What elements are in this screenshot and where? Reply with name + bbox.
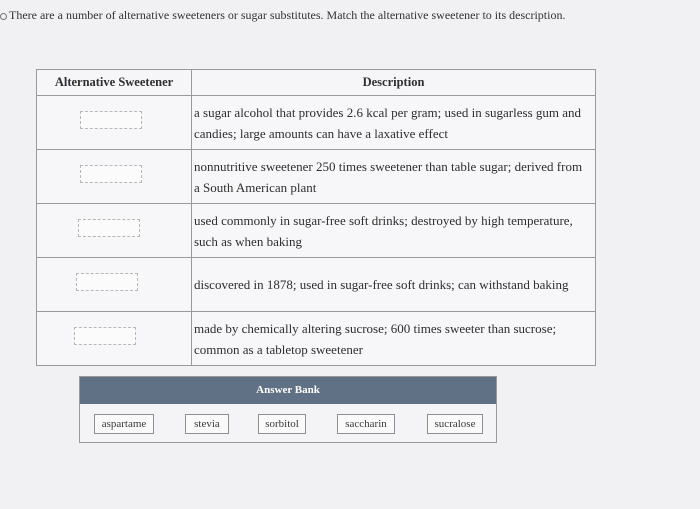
answer-drop-target[interactable] [76,273,138,291]
matching-table [36,69,596,366]
answer-drop-cell [37,312,192,366]
answer-chip-stevia[interactable]: stevia [185,414,229,434]
table-row [37,204,596,258]
answer-chip-aspartame[interactable]: aspartame [94,414,154,434]
question-text [0,8,690,23]
question-bullet-icon [0,13,7,20]
answer-chip-sucralose[interactable]: sucralose [427,414,483,434]
description-cell: discovered in 1878; used in sugar-free soft drinks; can withstand baking [192,258,596,312]
answer-drop-cell [37,204,192,258]
answer-bank [79,376,497,443]
answer-chip-sorbitol[interactable]: sorbitol [258,414,306,434]
answer-drop-cell [37,96,192,150]
answer-chip-saccharin[interactable]: saccharin [337,414,395,434]
answer-drop-target[interactable] [78,219,140,237]
question-text-label: There are a number of alternative sweeteners or sugar substitutes. Match the alternative sweetener to its description. [9,8,566,22]
header-alternative-sweetener: Alternative Sweetener [37,70,192,96]
answer-drop-cell [37,150,192,204]
answer-drop-cell [37,258,192,312]
table-row [37,258,596,312]
answer-bank-items [80,404,496,442]
answer-drop-target[interactable] [80,165,142,183]
description-cell: nonnutritive sweetener 250 times sweetener than table sugar; derived from a South American plant [192,150,596,204]
table-row [37,312,596,366]
answer-bank-title: Answer Bank [80,377,496,404]
table-row [37,150,596,204]
description-cell: a sugar alcohol that provides 2.6 kcal per gram; used in sugarless gum and candies; large amounts can have a laxative effect [192,96,596,150]
table-row [37,96,596,150]
header-description: Description [192,70,596,96]
answer-drop-target[interactable] [74,327,136,345]
answer-drop-target[interactable] [80,111,142,129]
description-cell: used commonly in sugar-free soft drinks; destroyed by high temperature, such as when baking [192,204,596,258]
description-cell: made by chemically altering sucrose; 600 times sweeter than sucrose; common as a tabletop sweetener [192,312,596,366]
table-header-row [37,70,596,96]
